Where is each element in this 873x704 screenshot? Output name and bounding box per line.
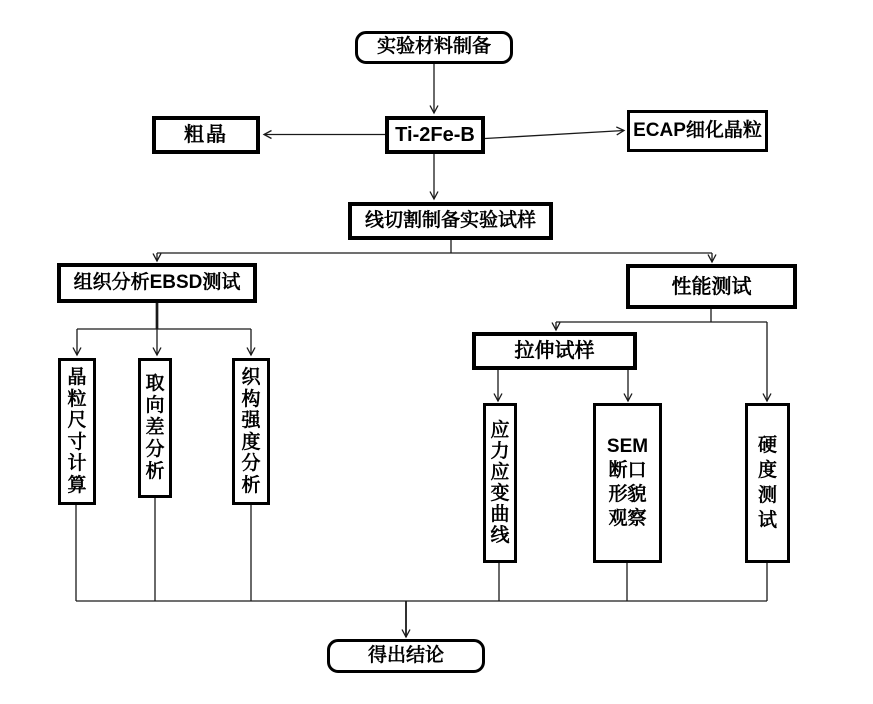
node-stress-strain-curve <box>483 403 517 563</box>
node-tensile-specimen <box>472 332 637 370</box>
node-line: 织 <box>241 367 261 388</box>
node-line: 度 <box>241 431 261 453</box>
node-line: 测 <box>757 485 777 506</box>
node-label: 组织分析EBSD测试 <box>73 271 241 293</box>
node-misorientation-analysis <box>138 358 172 498</box>
node-performance-test <box>626 264 797 309</box>
node-label: 拉伸试样 <box>514 340 595 362</box>
node-line: 变 <box>490 483 510 504</box>
node-line: 构 <box>241 388 261 410</box>
node-ecap-grain-refinement <box>627 110 768 152</box>
node-line: 形貌 <box>608 484 647 505</box>
node-label: ECAP细化晶粒 <box>633 119 762 141</box>
node-draw-conclusions <box>327 639 485 673</box>
node-line: 线 <box>490 525 510 546</box>
node-line: 尺 <box>67 410 87 431</box>
node-label: 粗晶 <box>184 124 228 146</box>
node-ti-2fe-b-alloy <box>385 116 485 154</box>
node-experimental-material-preparation <box>355 31 513 64</box>
node-line: 度 <box>757 460 777 481</box>
node-line: 应 <box>490 462 510 483</box>
node-line: 析 <box>145 461 165 482</box>
node-line: 算 <box>67 474 87 496</box>
node-sem-fracture-morphology-observation <box>593 403 662 563</box>
node-line: 曲 <box>490 504 510 525</box>
node-label: 线切割制备实验试样 <box>364 209 536 231</box>
node-line: 分 <box>241 453 261 474</box>
node-line: 观察 <box>608 508 647 529</box>
node-label: 实验材料制备 <box>376 36 491 58</box>
node-line: 粒 <box>67 388 87 410</box>
node-line: 寸 <box>67 431 87 453</box>
node-line: SEM <box>606 436 649 457</box>
node-line: 硬 <box>757 435 777 456</box>
node-line: 向 <box>145 395 165 416</box>
node-line: 断口 <box>608 460 647 481</box>
node-texture-strength-analysis <box>232 358 270 505</box>
node-line: 取 <box>145 373 165 394</box>
node-label: 性能测试 <box>671 275 752 298</box>
node-coarse-grain <box>152 116 260 154</box>
node-line: 强 <box>241 410 261 431</box>
node-wire-cut-specimen-preparation <box>348 202 553 240</box>
node-label: 得出结论 <box>367 644 444 666</box>
node-microstructure-ebsd-test <box>57 263 257 303</box>
connector-ti-to-ecap <box>485 131 624 139</box>
node-line: 晶 <box>67 367 87 388</box>
node-line: 差 <box>145 417 165 438</box>
node-hardness-test <box>745 403 790 563</box>
node-line: 力 <box>490 441 510 462</box>
node-line: 计 <box>67 453 87 474</box>
node-label: Ti-2Fe-B <box>395 124 475 146</box>
node-grain-size-calculation <box>58 358 96 505</box>
node-line: 试 <box>757 510 777 531</box>
node-line: 应 <box>490 420 510 441</box>
node-line: 分 <box>145 439 165 460</box>
node-line: 析 <box>241 474 261 496</box>
